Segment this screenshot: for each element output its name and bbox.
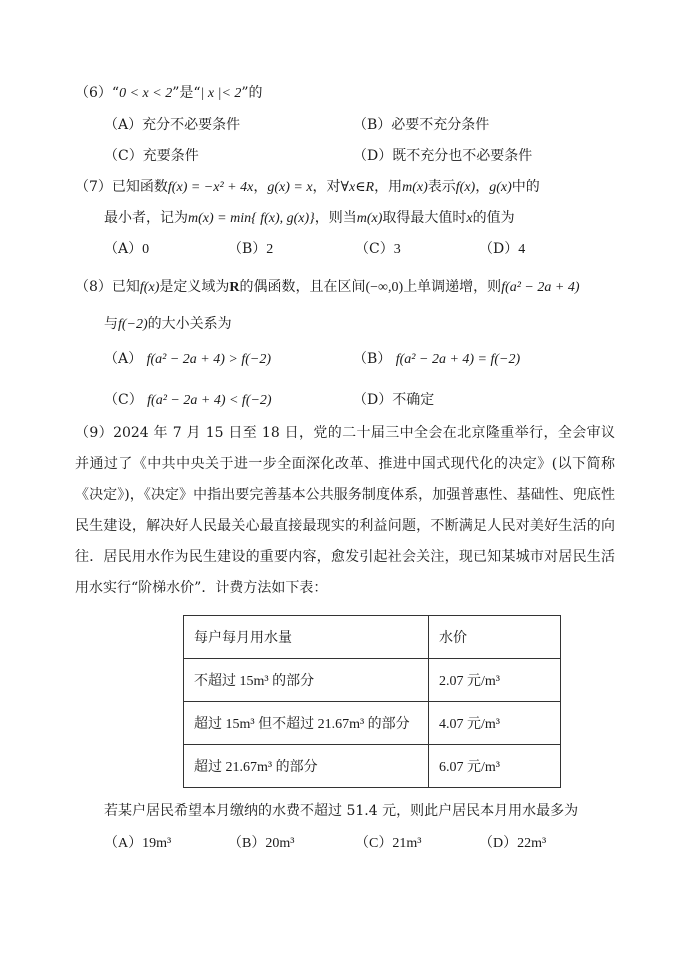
- q7-text: 中的: [511, 179, 540, 195]
- q7-x: x: [466, 211, 473, 226]
- q7-mx: m(x): [356, 211, 383, 226]
- q6-number: （6）: [75, 85, 112, 101]
- q8-option-a[interactable]: [104, 348, 271, 368]
- q8-text: 的大小关系为: [147, 316, 232, 332]
- q7-text: 的值为: [472, 210, 515, 226]
- q7-text: ，对: [312, 179, 341, 195]
- q8-text: 与: [104, 316, 118, 332]
- q6-text-end: ”的: [241, 85, 263, 101]
- q8-stem-line2: [104, 313, 232, 333]
- q9-option-b[interactable]: [228, 832, 294, 852]
- q6-math-1: 0 < x < 2: [119, 86, 173, 101]
- table-cell: 超过 21.67m³ 的部分: [184, 745, 429, 788]
- option-label: （B）: [228, 836, 266, 851]
- q7-stem-line1: [75, 176, 540, 196]
- q8-option-b[interactable]: [353, 348, 520, 368]
- option-label: （D）: [479, 836, 518, 851]
- q8-real-set: R: [229, 280, 240, 295]
- option-label: （C）: [104, 392, 143, 408]
- option-text: 必要不充分条件: [391, 117, 490, 133]
- q9-paragraph: 2024 年 7 月 15 日至 18 日，党的二十届三中全会在北京隆重举行，全会审议并通过了《中共中央关于进一步全面深化改革、推进中国式现代化的决定》(以下简称《决定》)，《决定》中指出要完善基本公共服务制度体系，加强普惠性、基础性、兜底性民生建设，解决好人民最关心最直接最现实的利益问题，不断满足人民对美好生活的向往．居民用水作为民生建设的重要内容，愈发引起社会关注，现已知某城市对居民生活用水实行“阶梯水价”．计费方法如下表：: [75, 425, 615, 596]
- q8-fx: f(x): [139, 280, 160, 295]
- q9-stem: [75, 418, 615, 604]
- table-header-cell: 水价: [429, 616, 561, 659]
- table-cell: 4.07 元/m³: [429, 702, 561, 745]
- q6-stem: [75, 82, 263, 102]
- option-text: 4: [518, 242, 526, 257]
- option-label: （A）: [104, 836, 143, 851]
- option-text: 0: [142, 242, 150, 257]
- q6-option-b[interactable]: [353, 114, 489, 134]
- option-label: （A）: [104, 351, 143, 367]
- q9-option-c[interactable]: [355, 832, 421, 852]
- option-label: （C）: [355, 836, 393, 851]
- option-text: 19m³: [142, 836, 172, 851]
- option-text: 不确定: [392, 392, 435, 408]
- option-text: f(a² − 2a + 4) < f(−2): [147, 393, 272, 408]
- q7-option-d[interactable]: [479, 238, 525, 258]
- q9-question: [104, 800, 578, 820]
- option-text: f(a² − 2a + 4) > f(−2): [146, 352, 271, 367]
- table-cell: 不超过 15m³ 的部分: [184, 659, 429, 702]
- q7-gx: g(x): [489, 180, 512, 195]
- option-text: 2: [266, 242, 274, 257]
- q7-mx: m(x): [402, 180, 428, 195]
- q9-option-a[interactable]: [104, 832, 171, 852]
- option-label: （C）: [104, 148, 143, 164]
- q6-option-c[interactable]: [104, 145, 199, 165]
- q8-text: 上单调递增，则: [403, 279, 502, 295]
- q8-number: （8）: [75, 279, 112, 295]
- q6-math-2: | x |< 2: [200, 86, 242, 101]
- q7-stem-line2: [104, 207, 515, 227]
- q7-option-c[interactable]: [355, 238, 401, 258]
- q7-text: 已知函数: [111, 179, 168, 195]
- q6-text-mid: ”是“: [172, 85, 201, 101]
- table-row: [184, 659, 561, 702]
- q6-option-a[interactable]: [104, 114, 240, 134]
- q8-option-c[interactable]: [104, 389, 272, 409]
- option-label: （B）: [353, 351, 392, 367]
- q8-stem-line1: [75, 276, 580, 296]
- q7-option-a[interactable]: [104, 238, 149, 258]
- q7-forall: ∀x∈R: [340, 180, 375, 195]
- q8-text: 是定义域为: [159, 279, 230, 295]
- q8-interval: (−∞,0): [365, 280, 404, 295]
- option-label: （B）: [228, 241, 267, 257]
- table-cell: 2.07 元/m³: [429, 659, 561, 702]
- option-label: （D）: [353, 392, 393, 408]
- q7-min-def: m(x) = min{ f(x), g(x)}: [188, 211, 315, 226]
- q8-text: 已知: [111, 279, 140, 295]
- q9-number: （9）: [75, 425, 114, 441]
- q9-option-d[interactable]: [479, 832, 546, 852]
- table-row: [184, 745, 561, 788]
- q7-text: 取得最大值时: [382, 210, 467, 226]
- q7-text: ，: [475, 179, 490, 195]
- option-text: 3: [393, 242, 401, 257]
- option-text: f(a² − 2a + 4) = f(−2): [395, 352, 521, 367]
- q7-g-def: g(x) = x: [267, 180, 313, 195]
- table-cell: 6.07 元/m³: [429, 745, 561, 788]
- q7-number: （7）: [75, 179, 112, 195]
- q7-text: ，则当: [314, 210, 357, 226]
- q7-text: 表示: [427, 179, 456, 195]
- q7-text: ，: [253, 179, 268, 195]
- q7-fx: f(x): [455, 180, 476, 195]
- q7-text: ，用: [374, 179, 403, 195]
- option-text: 充分不必要条件: [142, 117, 241, 133]
- q8-f-neg2: f(−2): [118, 317, 148, 332]
- table-header-row: [184, 616, 561, 659]
- option-label: （C）: [355, 241, 394, 257]
- option-label: （D）: [479, 241, 519, 257]
- option-text: 既不充分也不必要条件: [392, 148, 533, 164]
- q7-option-b[interactable]: [228, 238, 273, 258]
- water-price-table: [183, 615, 561, 788]
- q7-text: 最小者，记为: [104, 210, 188, 226]
- q6-quote-open: “: [111, 85, 120, 101]
- q7-f-def: f(x) = −x² + 4x: [167, 180, 254, 195]
- table-cell: 超过 15m³ 但不超过 21.67m³ 的部分: [184, 702, 429, 745]
- option-text: 21m³: [392, 836, 422, 851]
- q6-option-d[interactable]: [353, 145, 532, 165]
- q9-question-text: 若某户居民希望本月缴纳的水费不超过 51.4 元，则此户居民本月用水最多为: [104, 803, 579, 819]
- option-text: 充要条件: [142, 148, 199, 164]
- q8-text: 的偶函数，且在区间: [239, 279, 366, 295]
- table-row: [184, 702, 561, 745]
- option-label: （D）: [353, 148, 393, 164]
- option-label: （A）: [104, 117, 143, 133]
- table-header-cell: 每户每月用水量: [184, 616, 429, 659]
- q8-expr: f(a² − 2a + 4): [501, 280, 580, 295]
- option-label: （B）: [353, 117, 392, 133]
- option-text: 22m³: [517, 836, 547, 851]
- q8-option-d[interactable]: [353, 389, 434, 409]
- option-text: 20m³: [265, 836, 295, 851]
- option-label: （A）: [104, 241, 143, 257]
